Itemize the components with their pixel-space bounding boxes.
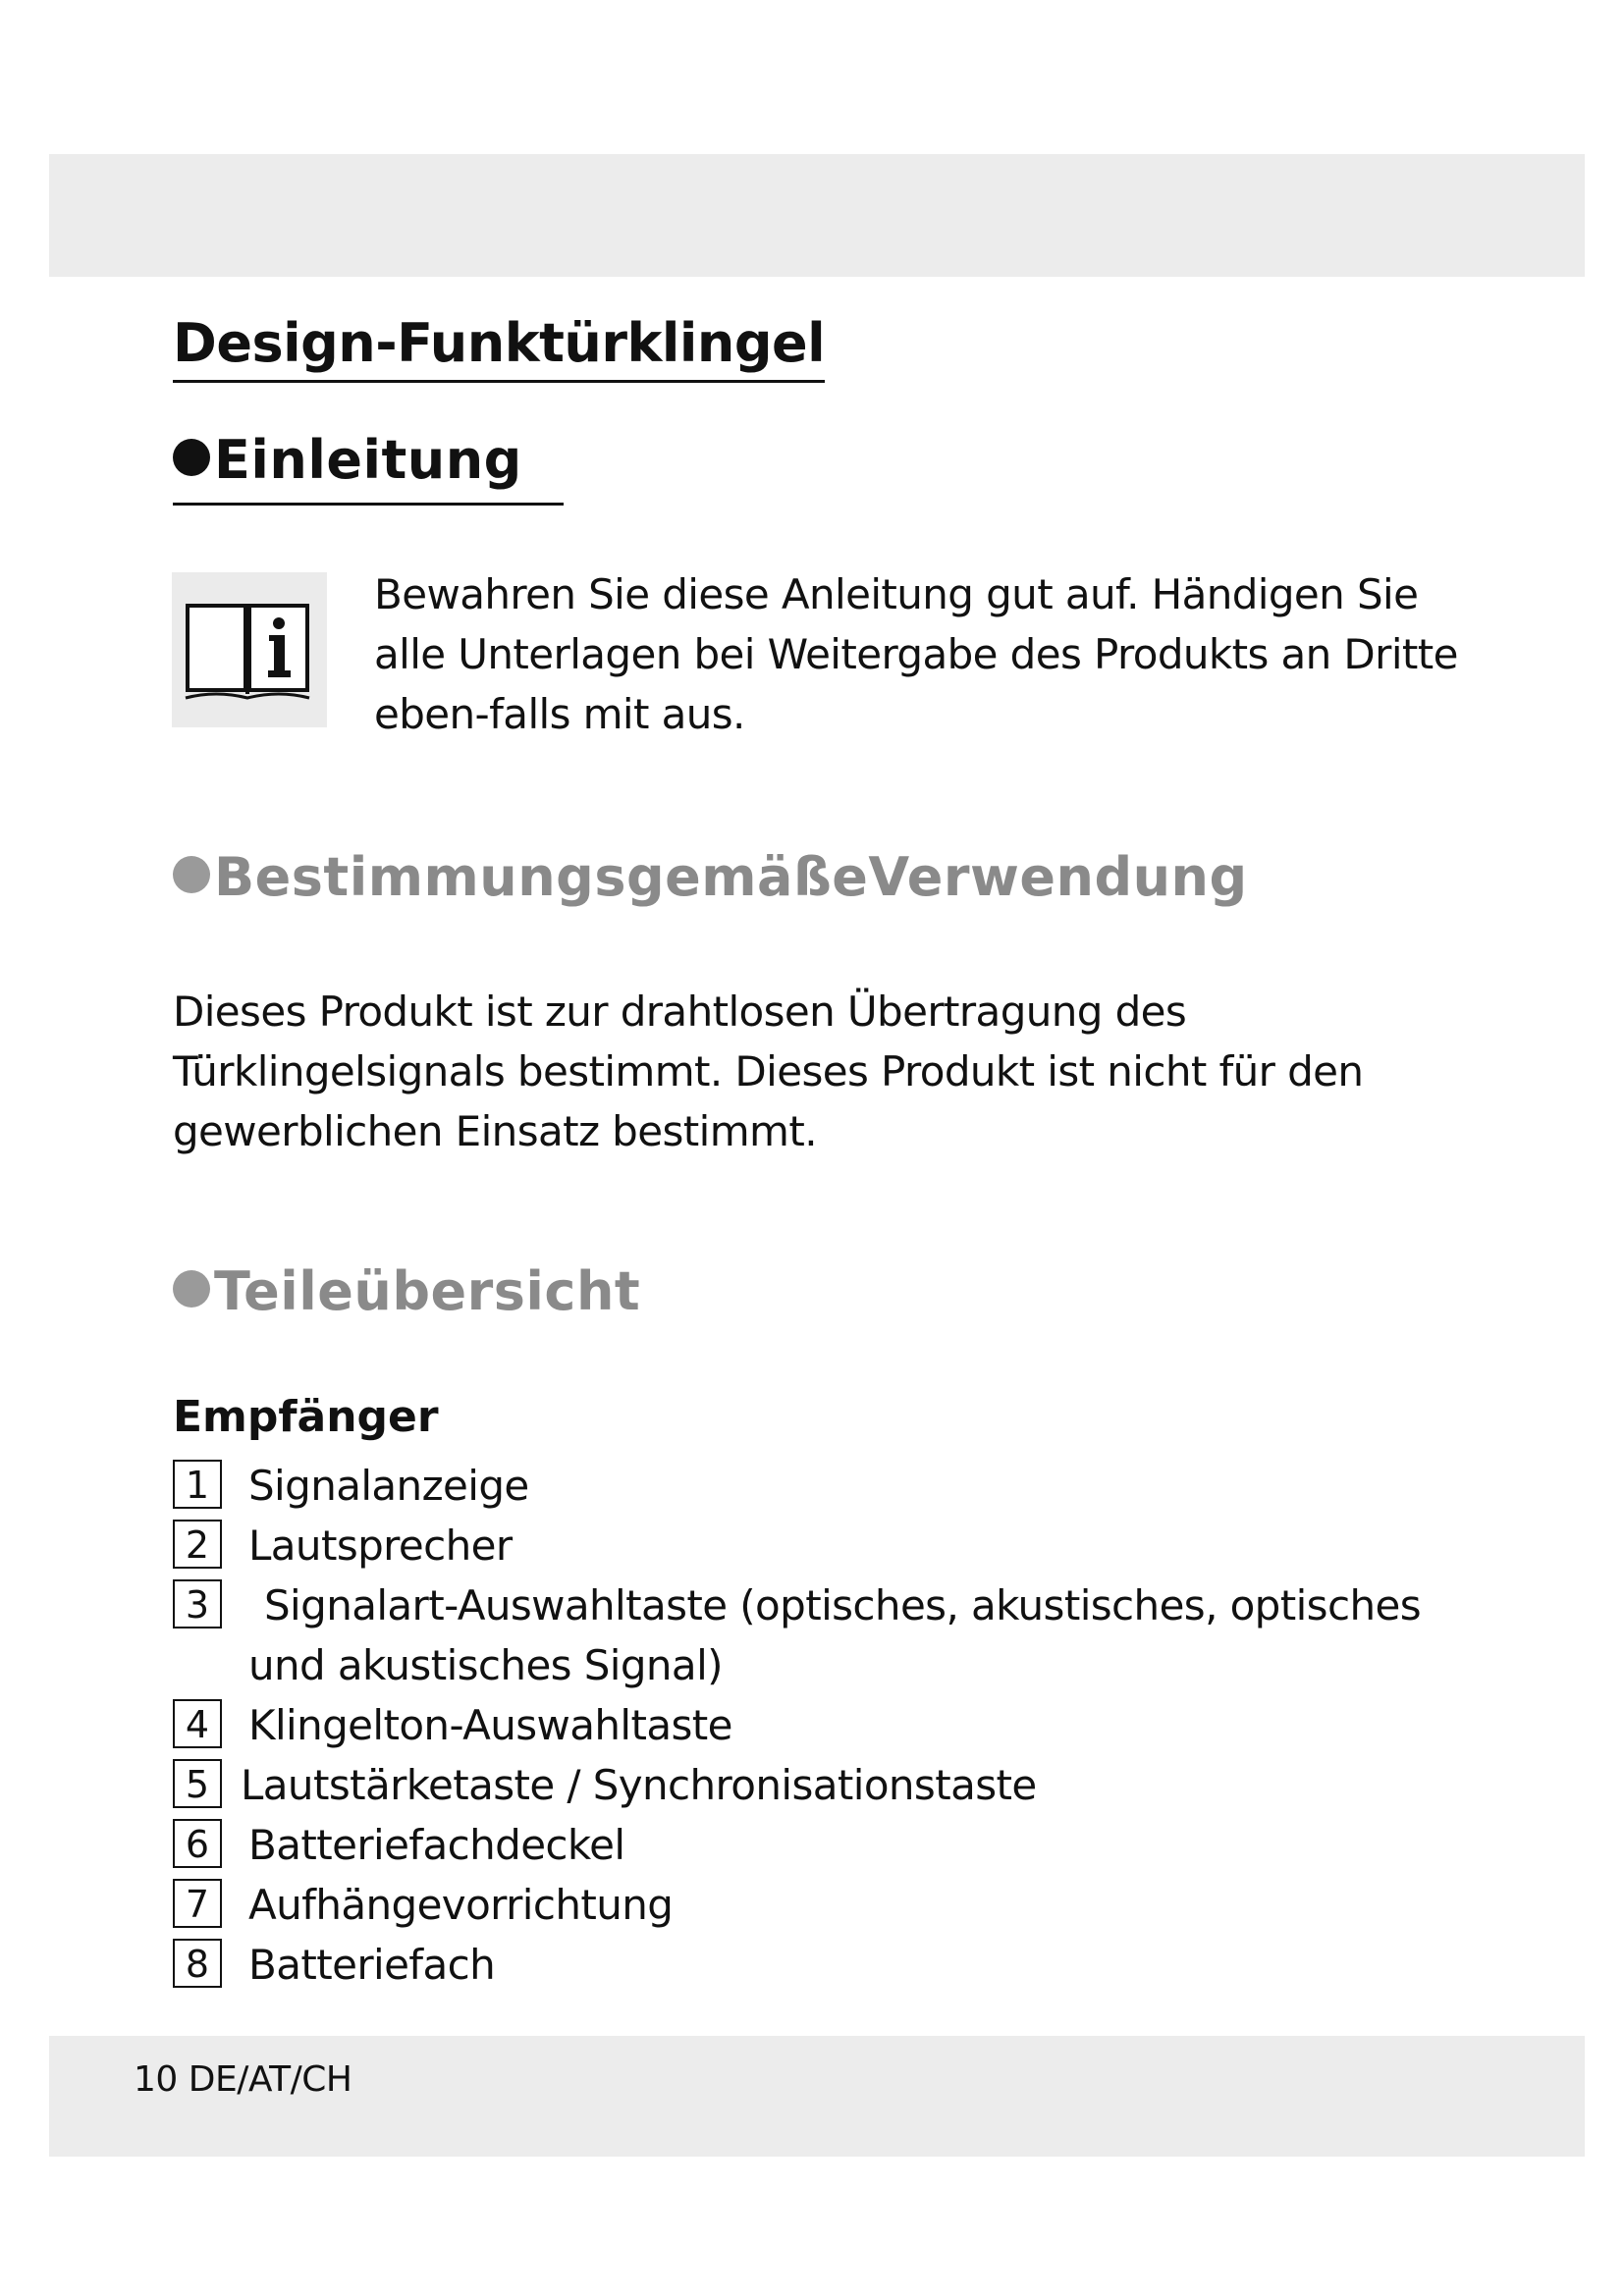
item-number: 5 [173, 1759, 222, 1808]
section-heading-parts [173, 1260, 640, 1322]
item-label: Signalart-Auswahltaste (optisches, akustisches, optisches und akustisches Signal) [248, 1581, 1421, 1689]
item-label: Aufhängevorrichtung [248, 1881, 674, 1929]
usage-paragraph: Dieses Produkt ist zur drahtlosen Übertragung des Türklingelsignals bestimmt. Dieses Produkt ist nicht für den gewerblichen Einsatz bestimmt. [173, 988, 1364, 1155]
item-label: Signalanzeige [248, 1462, 529, 1510]
item-label: Batteriefachdeckel [248, 1821, 625, 1869]
item-number: 6 [173, 1819, 222, 1868]
bullet-icon [173, 1270, 210, 1308]
page-footer: 10 DE/AT/CH [134, 2059, 352, 2100]
section-heading-intro [173, 429, 564, 506]
item-number: 2 [173, 1520, 222, 1569]
bullet-icon [173, 856, 210, 893]
item-label: Lautstärketaste / Synchronisationstaste [241, 1761, 1037, 1809]
section-heading-usage [173, 846, 1248, 908]
bullet-icon [173, 439, 210, 476]
page-title: Design-Funktürklingel [173, 312, 825, 383]
item-number: 7 [173, 1879, 222, 1928]
parts-subheading: Empfänger [173, 1392, 439, 1442]
intro-paragraph: Bewahren Sie diese Anleitung gut auf. Händigen Sie alle Unterlagen bei Weitergabe des Produkts an Dritte eben-falls mit aus. [374, 570, 1458, 738]
item-label: Batteriefach [248, 1941, 496, 1989]
item-number: 4 [173, 1699, 222, 1748]
header-band [49, 154, 1585, 277]
info-book-icon [172, 572, 327, 727]
item-number: 8 [173, 1939, 222, 1988]
parts-heading-text: Teileübersicht [214, 1260, 641, 1322]
item-label: Klingelton-Auswahltaste [248, 1701, 732, 1749]
usage-heading-text: BestimmungsgemäßeVerwendung [214, 846, 1248, 908]
intro-heading-text: Einleitung [214, 429, 522, 491]
item-number: 3 [173, 1579, 222, 1629]
item-number: 1 [173, 1460, 222, 1509]
item-label: Lautsprecher [248, 1522, 513, 1570]
